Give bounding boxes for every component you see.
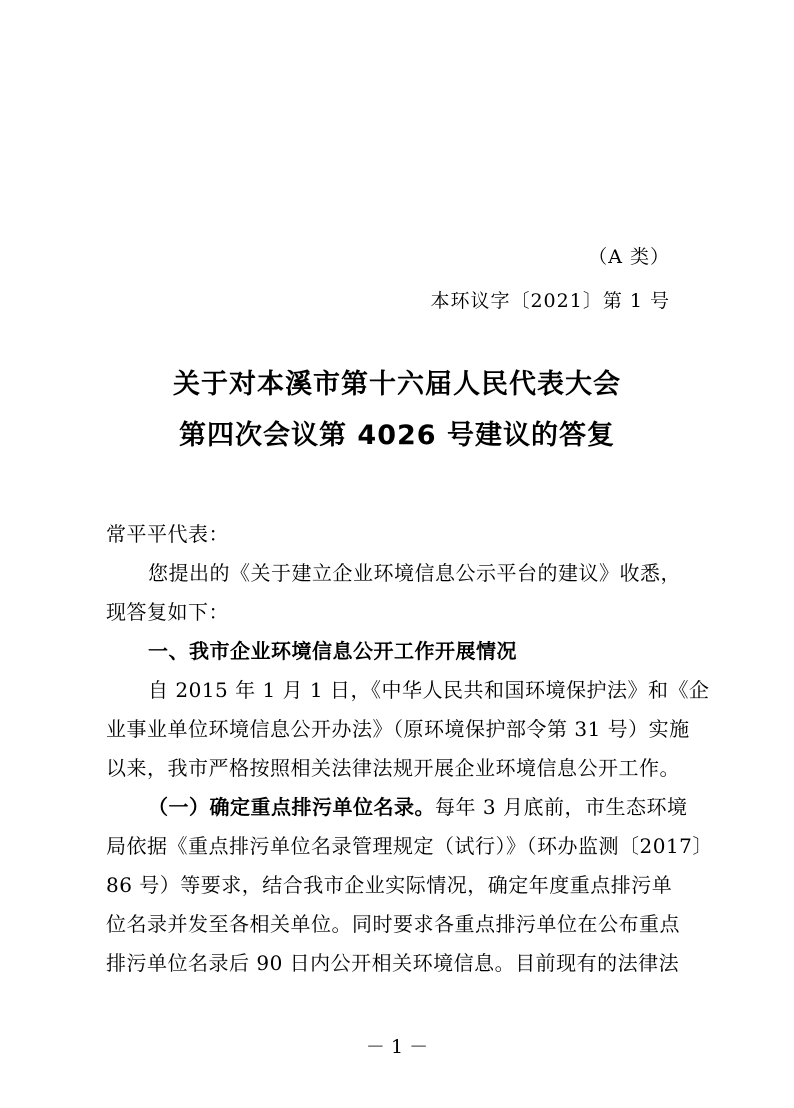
paragraph-line: 86 号）等要求，结合我市企业实际情况，确定年度重点排污单: [106, 873, 673, 897]
paragraph-line: 现答复如下：: [106, 600, 229, 624]
document-title-line-2: 第四次会议第 4026 号建议的答复: [179, 420, 615, 451]
paragraph-line: 您提出的《关于建立企业环境信息公示平台的建议》收悉，: [148, 561, 681, 585]
paragraph-line: 业事业单位环境信息公开办法》（原环境保护部令第 31 号）实施: [106, 717, 690, 741]
paragraph-line: 位名录并发至各相关单位。同时要求各重点排污单位在公布重点: [106, 912, 680, 936]
paragraph-line: 排污单位名录后 90 日内公开相关环境信息。目前现有的法律法: [106, 951, 680, 975]
document-title-line-1: 关于对本溪市第十六届人民代表大会: [173, 369, 621, 400]
paragraph-line: 局依据《重点排污单位名录管理规定（试行）》（环办监测〔2017〕: [106, 834, 713, 858]
paragraph-text: 每年 3 月底前，市生态环境: [435, 795, 688, 819]
section-heading: 一、我市企业环境信息公开工作开展情况: [148, 639, 517, 663]
subsection-heading: （一）确定重点排污单位名录。: [148, 795, 435, 819]
document-number: 本环议字〔2021〕第 1 号: [430, 290, 670, 312]
salutation: 常平平代表：: [106, 522, 229, 546]
paragraph-line: [148, 791, 687, 820]
paragraph-line: 以来，我市严格按照相关法律法规开展企业环境信息公开工作。: [106, 756, 680, 780]
paragraph-line: 自 2015 年 1 月 1 日，《中华人民共和国环境保护法》和《企: [148, 678, 710, 702]
page-number: － 1 －: [365, 1036, 429, 1058]
document-class-tag: （A 类）: [588, 246, 670, 268]
